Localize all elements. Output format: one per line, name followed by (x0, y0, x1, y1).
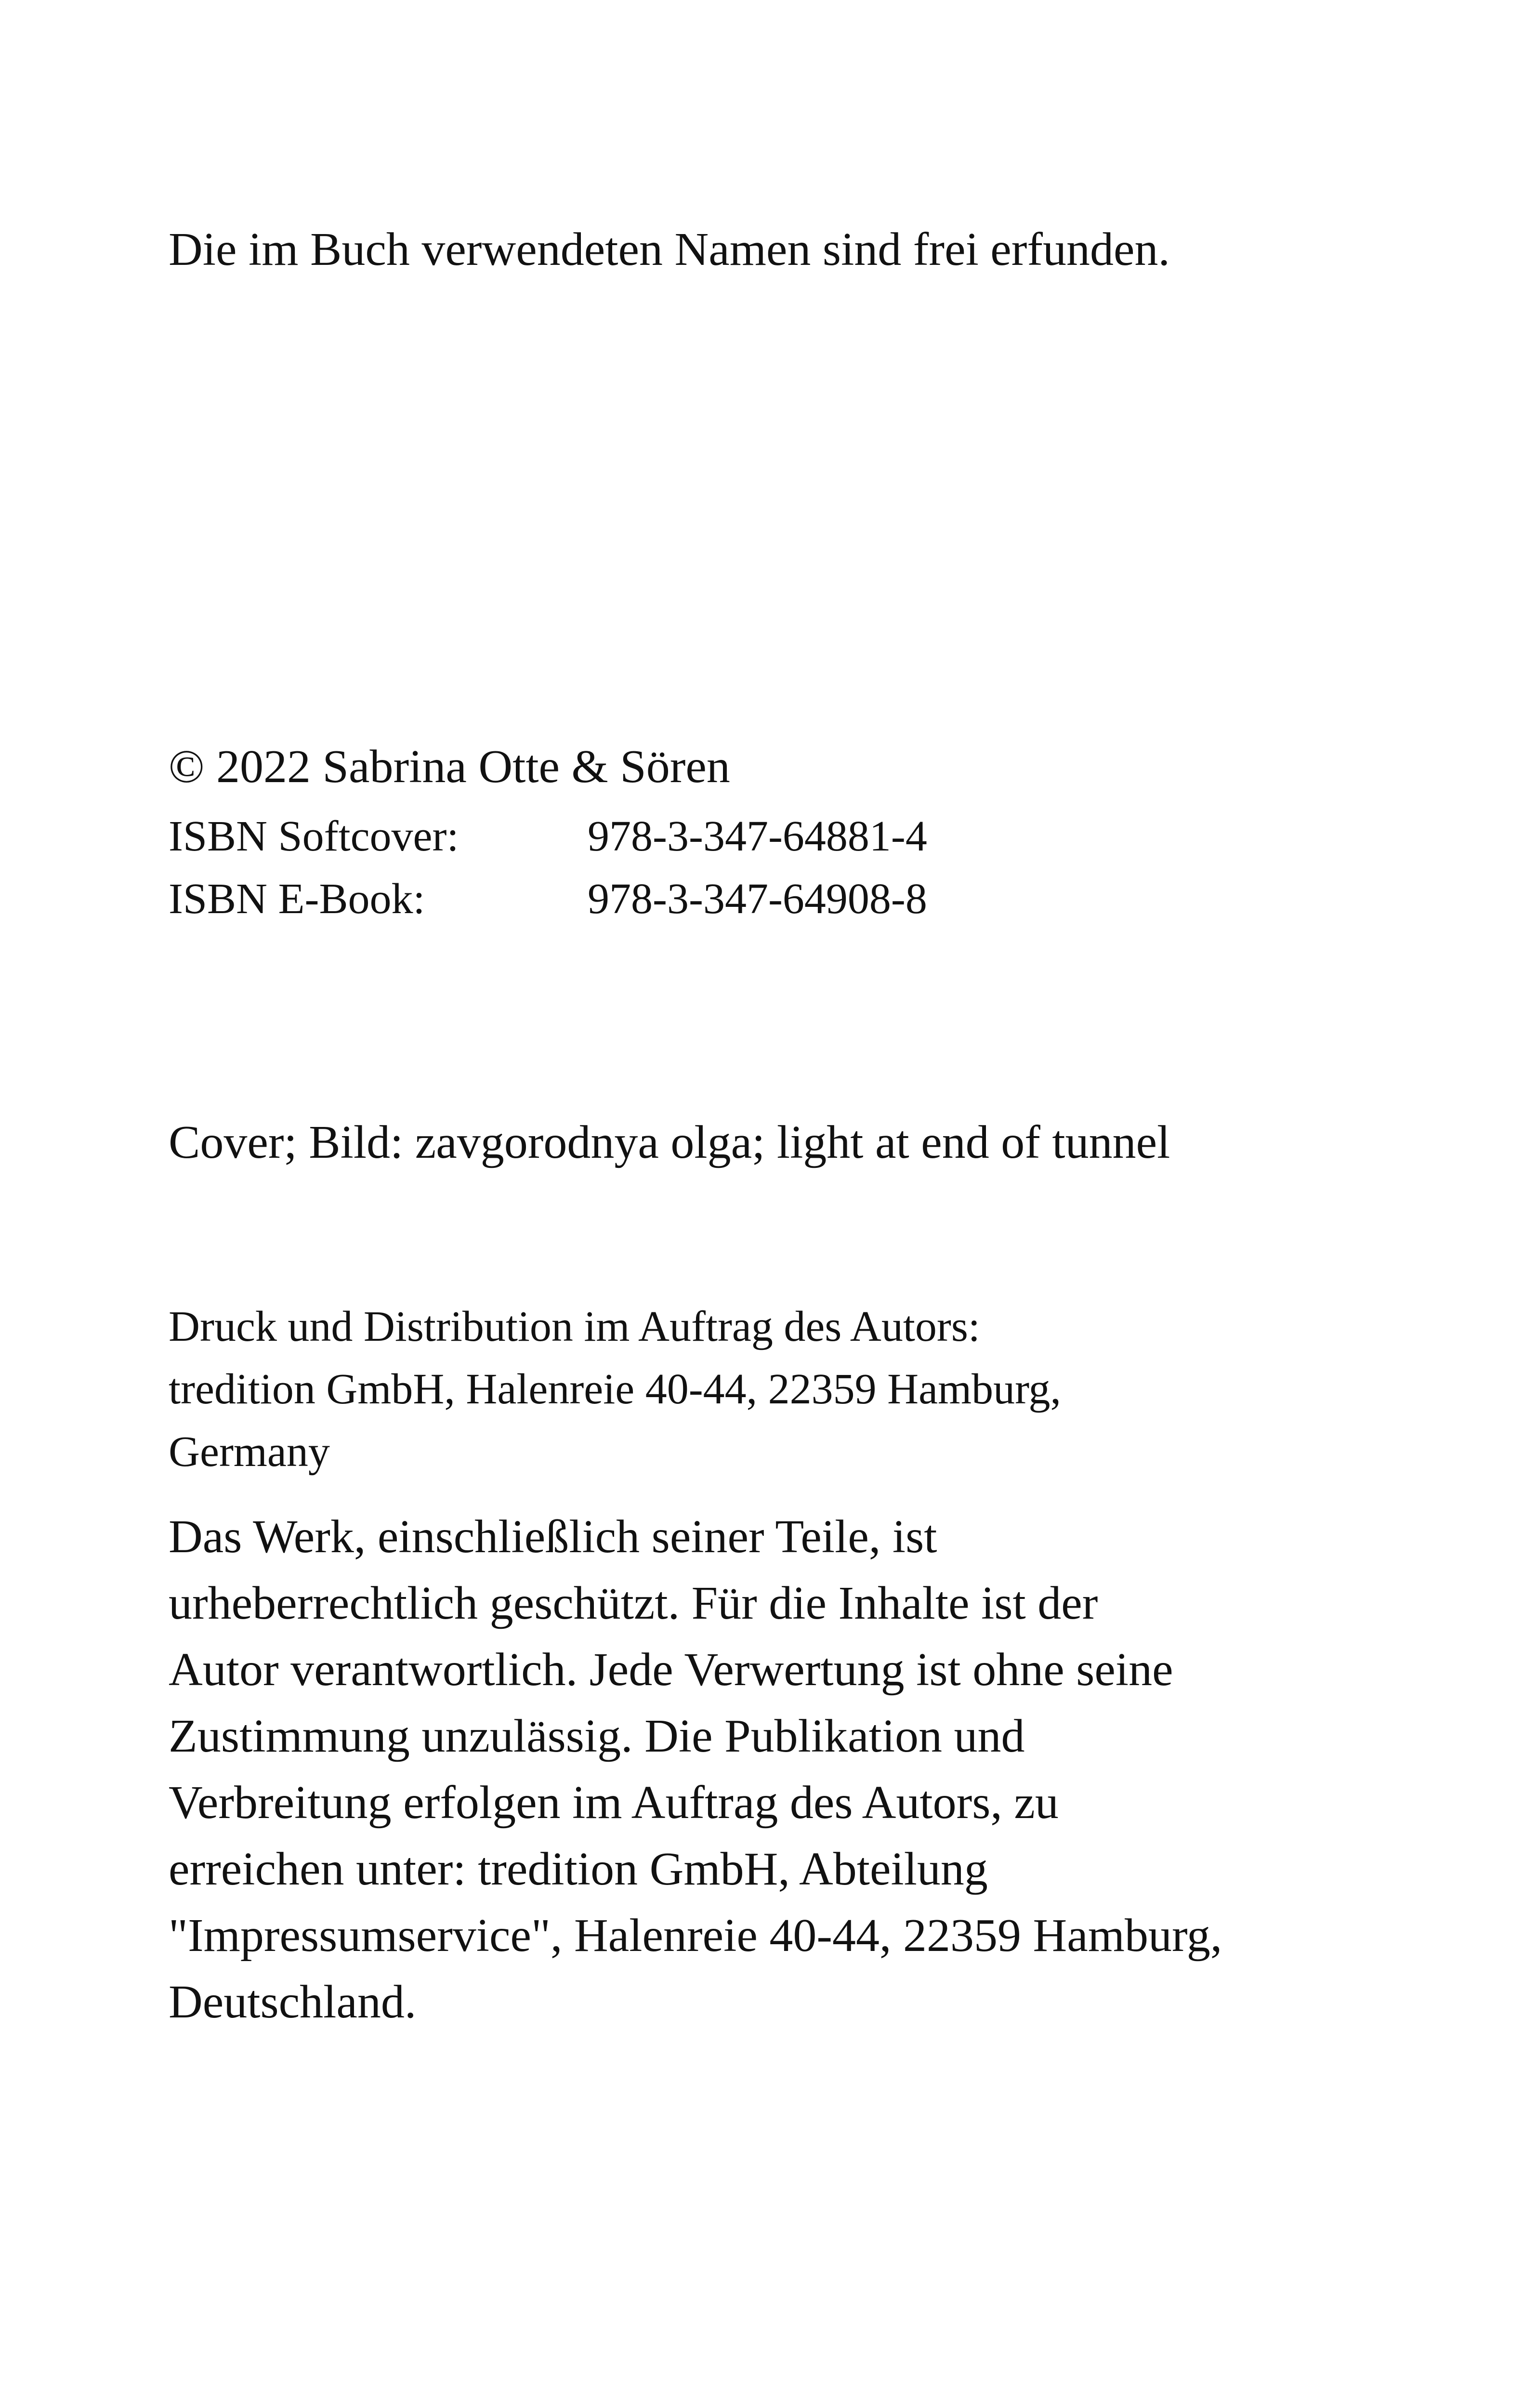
printing-distribution-block (169, 1296, 1363, 1483)
printing-line: Druck und Distribution im Auftrag des Autors: (169, 1303, 980, 1350)
isbn-ebook-label: ISBN E-Book: (169, 875, 425, 923)
isbn-softcover-row (169, 805, 927, 868)
names-fictional-note: Die im Buch verwendeten Namen sind frei erfunden. (169, 223, 1170, 275)
printing-line: tredition GmbH, Halenreie 40-44, 22359 Hamburg, (169, 1365, 1061, 1413)
isbn-ebook-row (169, 868, 927, 930)
legal-line: Deutschland. (169, 1976, 417, 2028)
copyright-line: © 2022 Sabrina Otte & Sören (169, 741, 730, 793)
isbn-ebook-value: 978-3-347-64908-8 (588, 875, 927, 923)
isbn-softcover-value: 978-3-347-64881-4 (588, 812, 927, 860)
legal-line: urheberrechtlich geschützt. Für die Inhalte ist der (169, 1577, 1098, 1629)
legal-line: Zustimmung unzulässig. Die Publikation und (169, 1710, 1025, 1762)
printing-line: Germany (169, 1428, 330, 1476)
legal-line: Verbreitung erfolgen im Auftrag des Autors, zu (169, 1777, 1059, 1829)
cover-credit: Cover; Bild: zavgorodnya olga; light at end of tunnel (169, 1116, 1170, 1168)
legal-line: erreichen unter: tredition GmbH, Abteilung (169, 1843, 988, 1895)
copyright-legal-paragraph (169, 1504, 1373, 2035)
legal-line: "Impressumservice", Halenreie 40-44, 22359 Hamburg, (169, 1910, 1222, 1962)
legal-line: Das Werk, einschließlich seiner Teile, ist (169, 1511, 937, 1563)
isbn-softcover-label: ISBN Softcover: (169, 812, 459, 860)
legal-line: Autor verantwortlich. Jede Verwertung ist ohne seine (169, 1644, 1173, 1696)
